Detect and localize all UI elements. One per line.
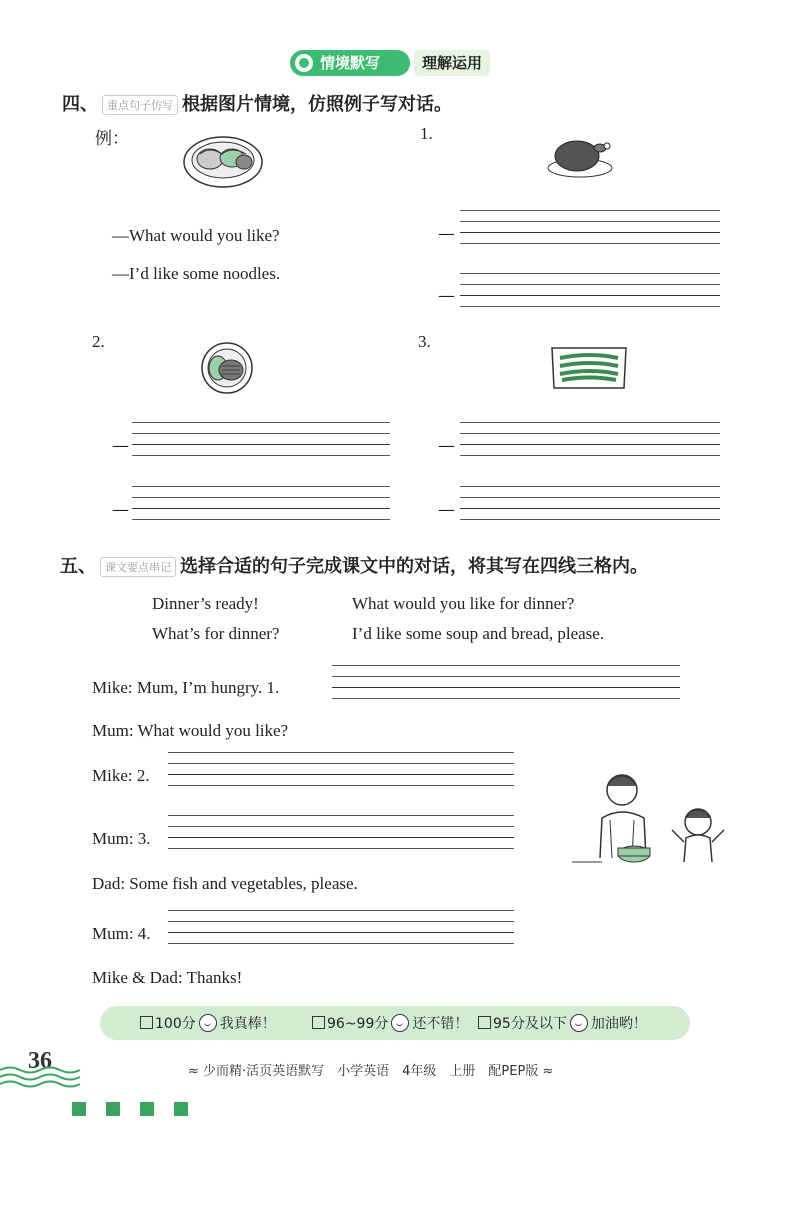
option-whats-for-dinner: What’s for dinner? — [152, 624, 280, 643]
section-banner — [290, 50, 500, 76]
item1-dash1: — — [438, 224, 455, 244]
decor-square — [72, 1102, 86, 1116]
roast-chicken-icon — [545, 132, 615, 180]
dialogue-line-3: Mike: 2. — [92, 766, 150, 785]
item1-dash2: — — [438, 286, 455, 306]
section4-number: 四、 — [62, 94, 98, 115]
section4-instruction: 根据图片情境，仿照例子写对话。 — [182, 94, 452, 115]
score-bar — [100, 1006, 690, 1040]
section5-title — [60, 552, 648, 578]
page-waves-icon — [0, 1064, 90, 1090]
smiley-face-icon — [391, 1014, 409, 1032]
section5-number: 五、 — [60, 556, 96, 577]
decor-square — [106, 1102, 120, 1116]
score-95-text: 加油哟！ — [590, 1016, 647, 1032]
score-96-99-label: 96~99分 — [327, 1016, 389, 1032]
option-soup-and-bread: I’d like some soup and bread, please. — [352, 624, 605, 643]
dialogue-line-4: Mum: 3. — [92, 829, 151, 848]
section5-tag: 课文要点串记 — [100, 557, 176, 577]
dialogue-line-1: Mike: Mum, I’m hungry. 1. — [92, 678, 280, 697]
checkbox-icon[interactable] — [312, 1016, 325, 1029]
footer-text: ≈ 少而精·活页英语默写 小学英语 4年级 上册 配PEP版 ≈ — [188, 1064, 554, 1079]
section5-instruction: 选择合适的句子完成课文中的对话，将其写在四线三格内。 — [180, 556, 648, 577]
checkbox-icon[interactable] — [478, 1016, 491, 1029]
section4-tag: 重点句子仿写 — [102, 95, 178, 115]
decor-square — [174, 1102, 188, 1116]
checkbox-icon[interactable] — [140, 1016, 153, 1029]
beef-plate-icon — [198, 342, 256, 394]
score-100-label: 100分 — [155, 1016, 196, 1032]
score-100-text: 我真棒！ — [219, 1016, 276, 1032]
page-number: 36 — [28, 1048, 52, 1074]
item3-dash1: — — [438, 436, 455, 456]
score-96-99-text: 还不错！ — [412, 1016, 469, 1032]
banner-tag-left: 情境默写 — [290, 50, 410, 76]
smiley-face-icon — [570, 1014, 588, 1032]
banner-badge-icon — [295, 54, 313, 72]
item2-number: 2. — [92, 332, 105, 351]
dialogue-line-5: Dad: Some fish and vegetables, please. — [92, 874, 358, 893]
item2-dash2: — — [112, 500, 129, 520]
smiley-face-icon — [199, 1014, 217, 1032]
option-what-would-you-like: What would you like for dinner? — [352, 594, 575, 613]
dialogue-line-2: Mum: What would you like? — [92, 721, 289, 740]
item1-number: 1. — [420, 124, 433, 143]
item2-dash1: — — [112, 436, 129, 456]
section4-title — [62, 90, 452, 116]
item3-number: 3. — [418, 332, 431, 351]
score-option-100[interactable] — [140, 1013, 276, 1033]
decor-square — [140, 1102, 154, 1116]
score-option-96-99[interactable] — [312, 1013, 468, 1033]
example-answer: —I’d like some noodles. — [112, 264, 281, 283]
score-95-label: 95分及以下 — [493, 1016, 567, 1032]
dialogue-line-7: Mike & Dad: Thanks! — [92, 968, 243, 987]
cooking-family-illustration — [572, 768, 754, 868]
example-question: —What would you like? — [112, 226, 280, 245]
dialogue-line-6: Mum: 4. — [92, 924, 151, 943]
banner-tag-right: 理解运用 — [414, 50, 490, 76]
vegetables-plate-icon — [548, 344, 630, 392]
score-option-95-below[interactable] — [478, 1013, 647, 1033]
noodles-bowl-icon — [182, 132, 264, 190]
item3-dash2: — — [438, 500, 455, 520]
example-label: 例： — [95, 129, 129, 149]
option-dinner-ready: Dinner’s ready! — [152, 594, 259, 613]
